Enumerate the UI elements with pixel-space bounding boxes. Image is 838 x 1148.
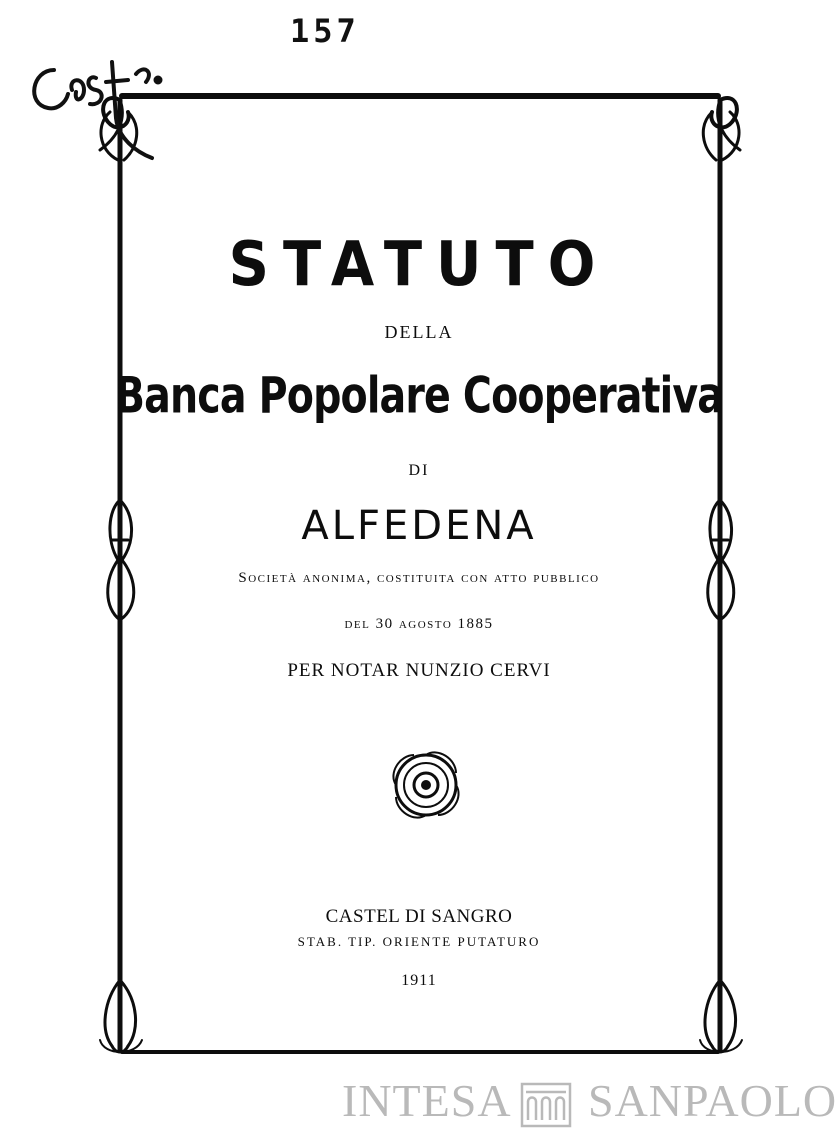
founding-date: del 30 agosto 1885 — [344, 616, 494, 632]
company-description: Società anonima, costituita con atto pubblico — [238, 570, 600, 586]
printer-mark-rosette-icon — [393, 752, 458, 817]
document-title: STATUTO — [228, 228, 610, 301]
imprint-city: CASTEL DI SANGRO — [325, 906, 513, 927]
watermark-right-text: SANPAOLO — [588, 1075, 838, 1126]
imprint-year: 1911 — [401, 972, 437, 989]
title-connector-di: DI — [408, 462, 430, 479]
handwritten-annotation — [12, 8, 172, 168]
watermark-left-text: INTESA — [342, 1075, 512, 1126]
watermark — [342, 1072, 838, 1132]
imprint-printer: STAB. TIP. ORIENTE PUTATURO — [297, 934, 541, 949]
bank-name: Banca Popolare Cooperativa — [114, 365, 724, 425]
notary-line: PER NOTAR NUNZIO CERVI — [287, 660, 551, 681]
title-connector-della: DELLA — [384, 322, 454, 342]
place-name: ALFEDENA — [301, 503, 537, 549]
catalog-number: 157 — [290, 12, 360, 50]
building-logo-icon — [520, 1082, 572, 1128]
